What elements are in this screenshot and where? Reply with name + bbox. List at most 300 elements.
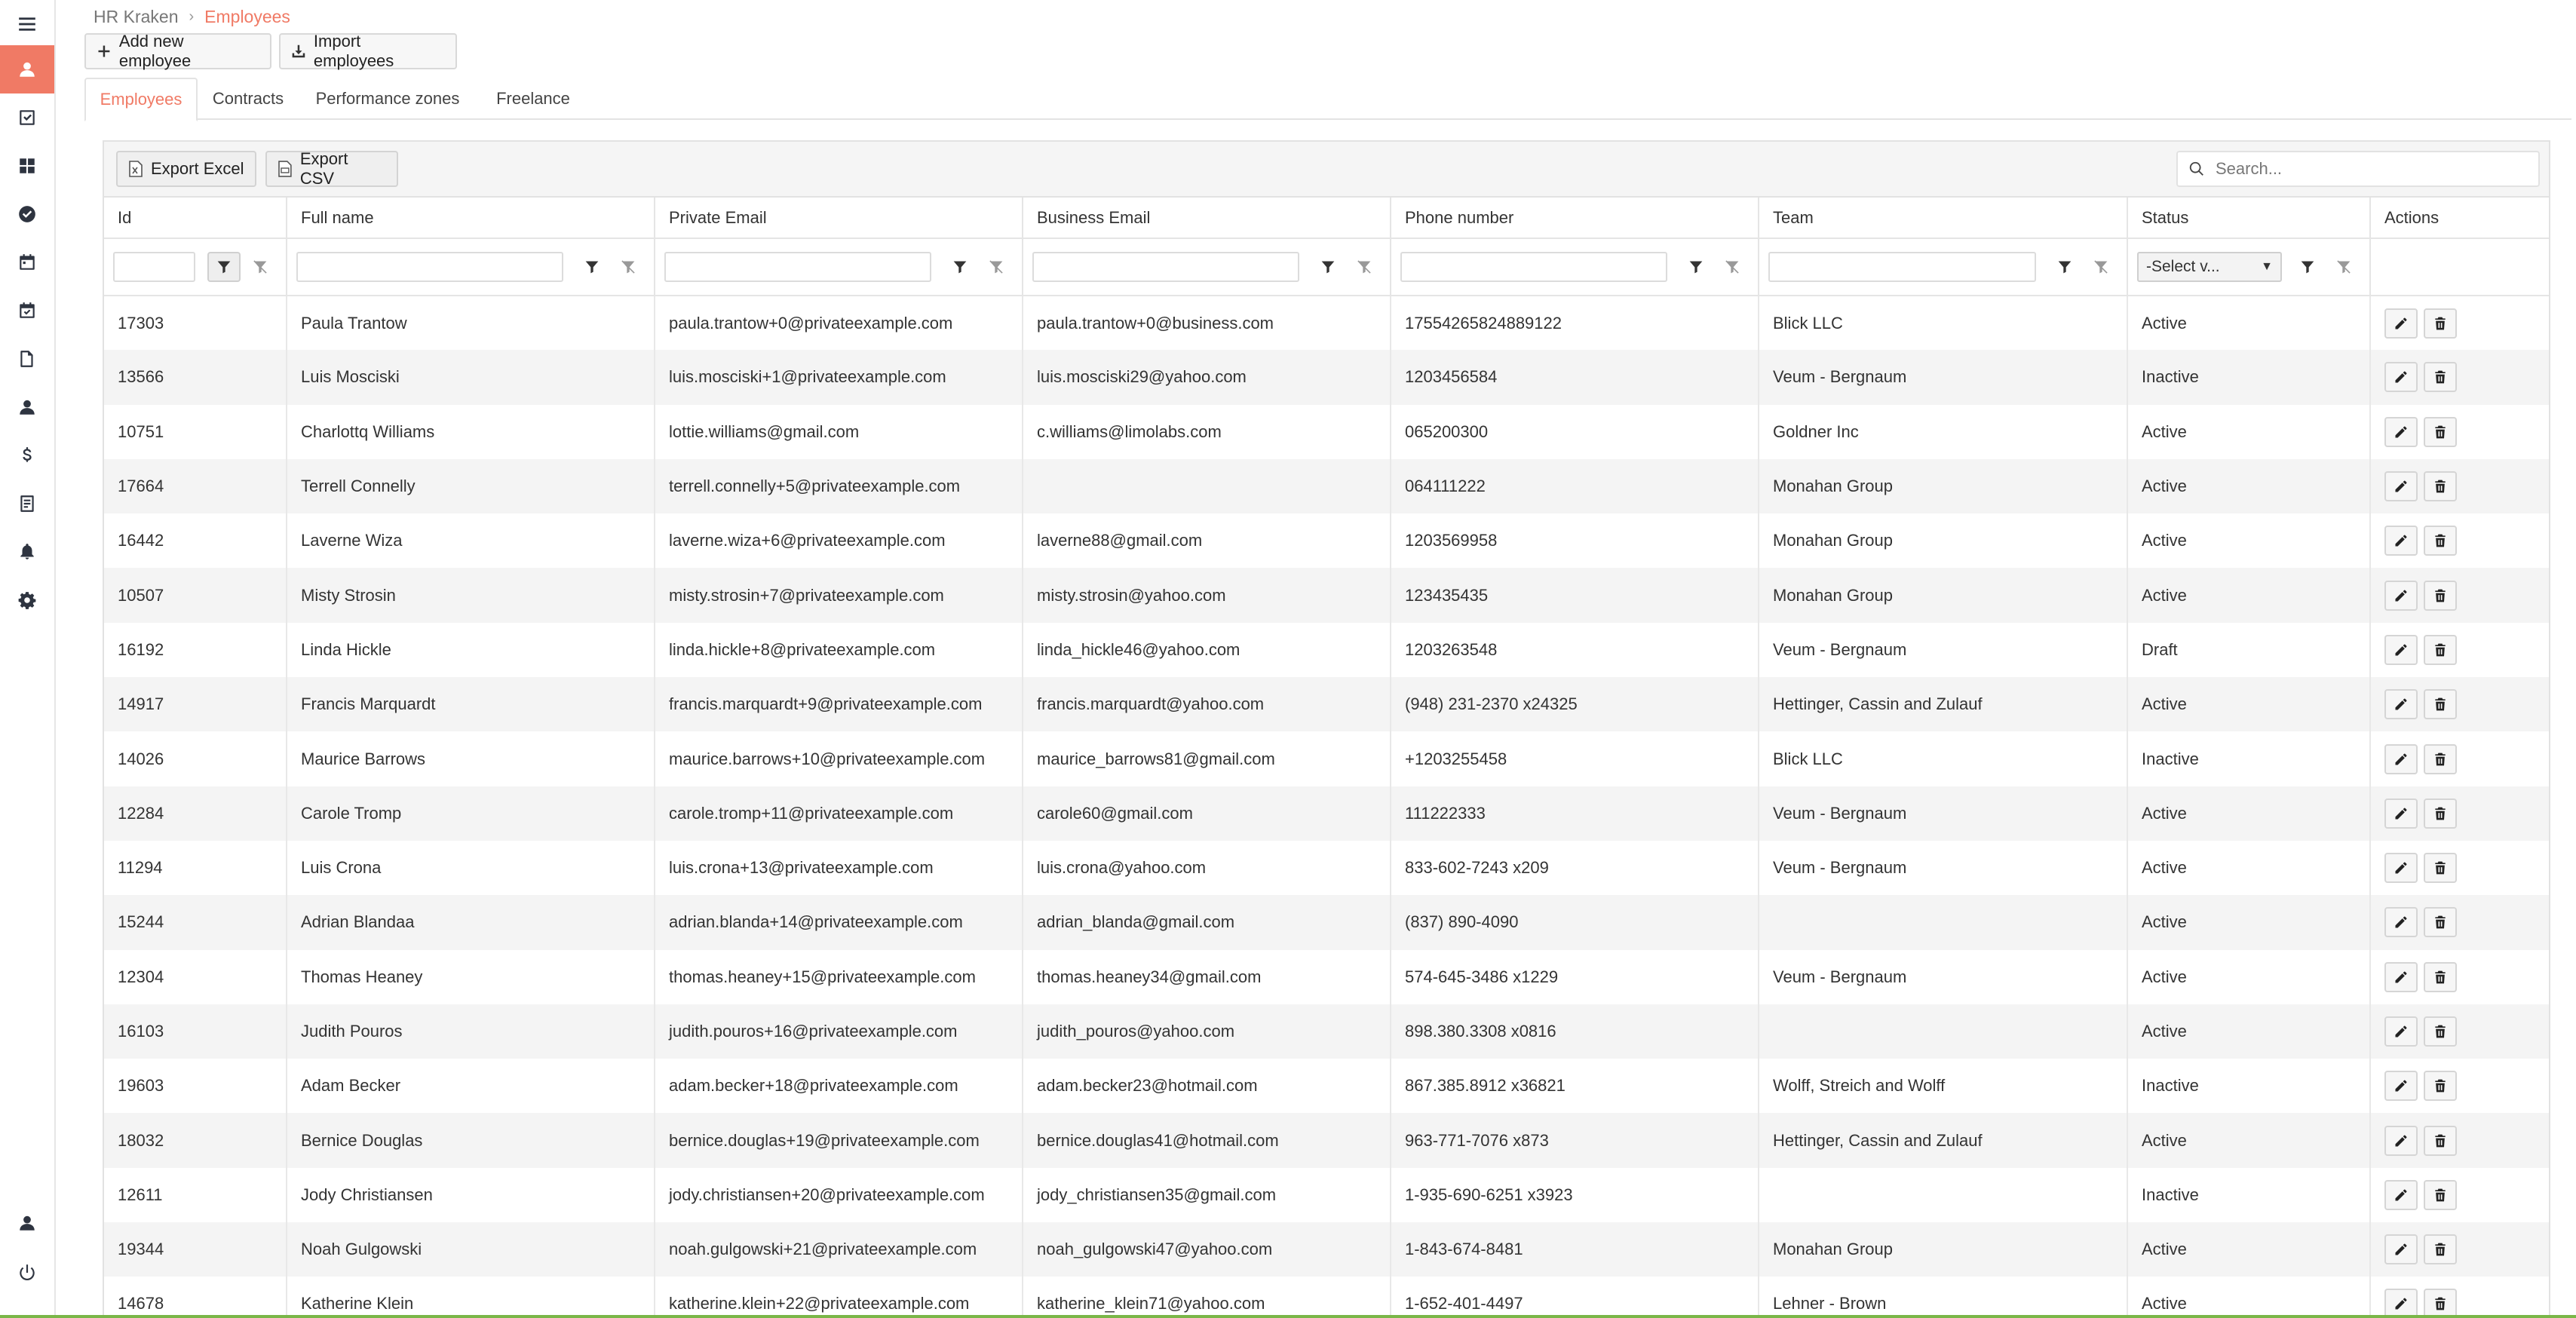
cell-private-email: carole.tromp+11@privateexample.com xyxy=(655,786,1023,841)
edit-button[interactable] xyxy=(2384,526,2418,556)
add-employee-button[interactable] xyxy=(84,33,271,69)
tab-label: Contracts xyxy=(212,89,284,108)
filter-button-status[interactable] xyxy=(2291,252,2324,282)
breadcrumb-current: Employees xyxy=(204,6,290,26)
sidebar-item-employees[interactable] xyxy=(0,45,54,93)
cell-id: 11294 xyxy=(104,841,287,895)
cell-status: Active xyxy=(2127,841,2370,895)
tab-label: Performance zones xyxy=(315,89,460,108)
cell-business-email: luis.mosciski29@yahoo.com xyxy=(1023,350,1391,404)
pencil-icon xyxy=(2394,915,2409,930)
cell-private-email: adrian.blanda+14@privateexample.com xyxy=(655,895,1023,949)
header-row xyxy=(104,198,2550,238)
cell-id: 15244 xyxy=(104,895,287,949)
cell-business-email: laverne88@gmail.com xyxy=(1023,513,1391,568)
excel-file-icon xyxy=(128,161,143,177)
cell-actions xyxy=(2370,1277,2550,1318)
trash-icon xyxy=(2433,425,2448,440)
cell-private-email: luis.crona+13@privateexample.com xyxy=(655,841,1023,895)
clear-filter-button-team[interactable] xyxy=(2084,252,2118,282)
edit-button[interactable] xyxy=(2384,581,2418,611)
edit-button[interactable] xyxy=(2384,635,2418,665)
edit-button[interactable] xyxy=(2384,417,2418,447)
cell-full-name: Francis Marquardt xyxy=(287,677,655,731)
edit-button[interactable] xyxy=(2384,1234,2418,1264)
cell-business-email xyxy=(1023,459,1391,513)
gear-icon xyxy=(17,590,37,610)
trash-icon xyxy=(2433,697,2448,712)
delete-button[interactable] xyxy=(2424,526,2457,556)
clear-filter-button-private-email[interactable] xyxy=(980,252,1013,282)
column-header-status[interactable]: Status xyxy=(2127,198,2370,238)
delete-button[interactable] xyxy=(2424,417,2457,447)
sidebar-item-payroll[interactable] xyxy=(0,431,54,480)
column-header-phone-number[interactable]: Phone number xyxy=(1391,198,1759,238)
filter-input-business-email[interactable] xyxy=(1032,252,1299,282)
filter-clear-icon xyxy=(2093,259,2108,274)
cell-id: 14917 xyxy=(104,677,287,731)
tab-label: Freelance xyxy=(496,89,570,108)
profile-icon xyxy=(17,1213,37,1233)
cell-business-email: maurice_barrows81@gmail.com xyxy=(1023,731,1391,786)
cell-team xyxy=(1759,1168,2127,1222)
cell-status: Active xyxy=(2127,1277,2370,1318)
edit-button[interactable] xyxy=(2384,1289,2418,1318)
hamburger-menu-icon xyxy=(17,14,37,34)
cell-phone-number: 963-771-7076 x873 xyxy=(1391,1113,1759,1167)
tab-performance-zones[interactable] xyxy=(299,78,477,120)
cell-business-email: bernice.douglas41@hotmail.com xyxy=(1023,1113,1391,1167)
edit-button[interactable] xyxy=(2384,744,2418,774)
cell-phone-number: 898.380.3308 x0816 xyxy=(1391,1004,1759,1059)
cell-status: Inactive xyxy=(2127,1059,2370,1113)
edit-button[interactable] xyxy=(2384,1126,2418,1156)
cell-full-name: Bernice Douglas xyxy=(287,1113,655,1167)
trash-icon xyxy=(2433,860,2448,875)
cell-actions xyxy=(2370,459,2550,513)
column-header-team[interactable]: Team xyxy=(1759,198,2127,238)
delete-button[interactable] xyxy=(2424,1071,2457,1101)
cell-business-email: misty.strosin@yahoo.com xyxy=(1023,568,1391,622)
table-row[interactable] xyxy=(104,1222,2550,1277)
cell-actions xyxy=(2370,950,2550,1004)
filter-cell-phone-number xyxy=(1391,238,1759,296)
filter-clear-icon xyxy=(2336,259,2351,274)
cell-full-name: Thomas Heaney xyxy=(287,950,655,1004)
edit-button[interactable] xyxy=(2384,689,2418,719)
cell-status: Active xyxy=(2127,296,2370,350)
csv-file-icon xyxy=(278,161,293,177)
delete-button[interactable] xyxy=(2424,471,2457,501)
delete-button[interactable] xyxy=(2424,798,2457,829)
trash-icon xyxy=(2433,970,2448,985)
filter-input-full-name[interactable] xyxy=(296,252,563,282)
trash-icon xyxy=(2433,1078,2448,1093)
breadcrumb xyxy=(94,5,290,29)
filter-cell-private-email xyxy=(655,238,1023,296)
cell-full-name: Jody Christiansen xyxy=(287,1168,655,1222)
filter-cell-actions xyxy=(2370,238,2550,296)
cell-phone-number: 574-645-3486 x1229 xyxy=(1391,950,1759,1004)
clear-filter-button-id[interactable] xyxy=(244,252,277,282)
filter-button-business-email[interactable] xyxy=(1311,252,1345,282)
column-header-full-name[interactable]: Full name xyxy=(287,198,655,238)
plus-icon xyxy=(97,44,112,59)
sidebar-item-approvals[interactable] xyxy=(0,190,54,238)
cell-status: Inactive xyxy=(2127,731,2370,786)
table-row[interactable] xyxy=(104,731,2550,786)
filter-input-id[interactable] xyxy=(113,252,195,282)
edit-button[interactable] xyxy=(2384,471,2418,501)
edit-button[interactable] xyxy=(2384,1016,2418,1047)
cell-full-name: Luis Crona xyxy=(287,841,655,895)
delete-button[interactable] xyxy=(2424,744,2457,774)
cell-status: Active xyxy=(2127,1004,2370,1059)
cell-status: Active xyxy=(2127,405,2370,459)
tab-label: Employees xyxy=(100,90,182,109)
edit-button[interactable] xyxy=(2384,798,2418,829)
sidebar-item-notifications[interactable] xyxy=(0,528,54,576)
cell-actions xyxy=(2370,1004,2550,1059)
column-header-id[interactable]: Id xyxy=(104,198,287,238)
clear-filter-button-status[interactable] xyxy=(2327,252,2360,282)
filter-cell-team xyxy=(1759,238,2127,296)
table-row[interactable] xyxy=(104,1059,2550,1113)
edit-button[interactable] xyxy=(2384,1071,2418,1101)
filter-icon xyxy=(584,259,600,274)
trash-icon xyxy=(2433,1242,2448,1257)
cell-actions xyxy=(2370,350,2550,404)
cell-team: Veum - Bergnaum xyxy=(1759,350,2127,404)
cell-actions xyxy=(2370,1059,2550,1113)
checkbox-icon xyxy=(17,108,37,127)
cell-team: Monahan Group xyxy=(1759,568,2127,622)
cell-full-name: Adam Becker xyxy=(287,1059,655,1113)
filter-icon xyxy=(216,259,232,274)
search-input[interactable] xyxy=(2216,159,2517,179)
cell-team: Lehner - Brown xyxy=(1759,1277,2127,1318)
table-row[interactable] xyxy=(104,623,2550,677)
cell-team: Veum - Bergnaum xyxy=(1759,623,2127,677)
cell-private-email: thomas.heaney+15@privateexample.com xyxy=(655,950,1023,1004)
trash-icon xyxy=(2433,1188,2448,1203)
cell-team xyxy=(1759,895,2127,949)
search-icon xyxy=(2188,161,2205,177)
sidebar-item-dashboard[interactable] xyxy=(0,142,54,190)
trash-icon xyxy=(2433,806,2448,821)
sidebar-item-tasks[interactable] xyxy=(0,93,54,142)
edit-button[interactable] xyxy=(2384,362,2418,392)
cell-business-email: adam.becker23@hotmail.com xyxy=(1023,1059,1391,1113)
import-employees-button[interactable] xyxy=(279,33,457,69)
cell-phone-number: 123435435 xyxy=(1391,568,1759,622)
cell-full-name: Terrell Connelly xyxy=(287,459,655,513)
cell-business-email: francis.marquardt@yahoo.com xyxy=(1023,677,1391,731)
cell-actions xyxy=(2370,677,2550,731)
cell-full-name: Adrian Blandaa xyxy=(287,895,655,949)
cell-id: 16442 xyxy=(104,513,287,568)
filter-button-team[interactable] xyxy=(2048,252,2081,282)
cell-team xyxy=(1759,1004,2127,1059)
table-row[interactable] xyxy=(104,568,2550,622)
table-row[interactable] xyxy=(104,405,2550,459)
cell-phone-number: 065200300 xyxy=(1391,405,1759,459)
cell-private-email: luis.mosciski+1@privateexample.com xyxy=(655,350,1023,404)
cell-private-email: bernice.douglas+19@privateexample.com xyxy=(655,1113,1023,1167)
table-row[interactable] xyxy=(104,513,2550,568)
edit-button[interactable] xyxy=(2384,308,2418,339)
table-row[interactable] xyxy=(104,1277,2550,1318)
pencil-icon xyxy=(2394,1133,2409,1148)
sidebar-item-settings[interactable] xyxy=(0,576,54,624)
table-row[interactable] xyxy=(104,895,2550,949)
sidebar-item-profile[interactable] xyxy=(0,1199,54,1247)
pencil-icon xyxy=(2394,1024,2409,1039)
calendar-check-icon xyxy=(17,301,37,320)
table-body xyxy=(104,296,2550,1318)
filter-button-private-email[interactable] xyxy=(943,252,977,282)
edit-button[interactable] xyxy=(2384,962,2418,992)
delete-button[interactable] xyxy=(2424,581,2457,611)
sidebar xyxy=(0,0,56,1318)
filter-clear-icon xyxy=(1725,259,1740,274)
cell-phone-number: 867.385.8912 x36821 xyxy=(1391,1059,1759,1113)
cell-status: Active xyxy=(2127,568,2370,622)
filter-cell-status xyxy=(2127,238,2370,296)
cell-phone-number: 1-935-690-6251 x3923 xyxy=(1391,1168,1759,1222)
cell-phone-number: +1203255458 xyxy=(1391,731,1759,786)
cell-id: 10507 xyxy=(104,568,287,622)
column-header-private-email[interactable]: Private Email xyxy=(655,198,1023,238)
cell-private-email: adam.becker+18@privateexample.com xyxy=(655,1059,1023,1113)
cell-business-email: judith_pouros@yahoo.com xyxy=(1023,1004,1391,1059)
cell-actions xyxy=(2370,895,2550,949)
delete-button[interactable] xyxy=(2424,1180,2457,1210)
delete-button[interactable] xyxy=(2424,962,2457,992)
filter-clear-icon xyxy=(253,259,268,274)
cell-phone-number: 1203456584 xyxy=(1391,350,1759,404)
cell-private-email: terrell.connelly+5@privateexample.com xyxy=(655,459,1023,513)
cell-team: Monahan Group xyxy=(1759,459,2127,513)
cell-actions xyxy=(2370,568,2550,622)
cell-business-email: thomas.heaney34@gmail.com xyxy=(1023,950,1391,1004)
sidebar-item-schedule[interactable] xyxy=(0,287,54,335)
cell-phone-number: 064111222 xyxy=(1391,459,1759,513)
cell-id: 10751 xyxy=(104,405,287,459)
cell-full-name: Linda Hickle xyxy=(287,623,655,677)
trash-icon xyxy=(2433,1024,2448,1039)
clear-filter-button-business-email[interactable] xyxy=(1348,252,1381,282)
cell-id: 18032 xyxy=(104,1113,287,1167)
pencil-icon xyxy=(2394,425,2409,440)
cell-team: Veum - Bergnaum xyxy=(1759,950,2127,1004)
table-row[interactable] xyxy=(104,841,2550,895)
cell-id: 13566 xyxy=(104,350,287,404)
status-filter-select[interactable] xyxy=(2137,252,2282,282)
delete-button[interactable] xyxy=(2424,308,2457,339)
pencil-icon xyxy=(2394,588,2409,603)
sidebar-item-people[interactable] xyxy=(0,383,54,431)
delete-button[interactable] xyxy=(2424,635,2457,665)
sidebar-item-documents[interactable] xyxy=(0,335,54,383)
cell-status: Inactive xyxy=(2127,1168,2370,1222)
cell-id: 17303 xyxy=(104,296,287,350)
pencil-icon xyxy=(2394,860,2409,875)
cell-status: Draft xyxy=(2127,623,2370,677)
pencil-icon xyxy=(2394,1188,2409,1203)
cell-private-email: lottie.williams@gmail.com xyxy=(655,405,1023,459)
column-header-actions: Actions xyxy=(2370,198,2550,238)
table-row[interactable] xyxy=(104,1113,2550,1167)
table-row[interactable] xyxy=(104,786,2550,841)
filter-icon xyxy=(952,259,968,274)
filter-icon xyxy=(2300,259,2315,274)
cell-id: 17664 xyxy=(104,459,287,513)
cell-id: 14026 xyxy=(104,731,287,786)
cell-business-email: katherine_klein71@yahoo.com xyxy=(1023,1277,1391,1318)
cell-actions xyxy=(2370,1113,2550,1167)
sidebar-item-reports[interactable] xyxy=(0,480,54,528)
cell-business-email: luis.crona@yahoo.com xyxy=(1023,841,1391,895)
cell-actions xyxy=(2370,513,2550,568)
pencil-icon xyxy=(2394,479,2409,494)
bottom-accent-line xyxy=(0,1315,2576,1318)
pencil-icon xyxy=(2394,752,2409,767)
cell-team: Hettinger, Cassin and Zulauf xyxy=(1759,1113,2127,1167)
cell-full-name: Carole Tromp xyxy=(287,786,655,841)
pencil-icon xyxy=(2394,697,2409,712)
cell-id: 16192 xyxy=(104,623,287,677)
cell-actions xyxy=(2370,296,2550,350)
delete-button[interactable] xyxy=(2424,1126,2457,1156)
delete-button[interactable] xyxy=(2424,1289,2457,1318)
cell-team: Wolff, Streich and Wolff xyxy=(1759,1059,2127,1113)
cell-id: 12611 xyxy=(104,1168,287,1222)
cell-status: Active xyxy=(2127,1113,2370,1167)
sidebar-item-logout[interactable] xyxy=(0,1249,54,1297)
delete-button[interactable] xyxy=(2424,907,2457,937)
pencil-icon xyxy=(2394,1078,2409,1093)
clear-filter-button-full-name[interactable] xyxy=(612,252,645,282)
export-csv-button[interactable] xyxy=(265,151,398,187)
delete-button[interactable] xyxy=(2424,1016,2457,1047)
bell-icon xyxy=(17,542,37,562)
filter-button-id[interactable] xyxy=(207,252,241,282)
cell-full-name: Luis Mosciski xyxy=(287,350,655,404)
filter-icon xyxy=(1320,259,1336,274)
table-row[interactable] xyxy=(104,459,2550,513)
cell-private-email: laverne.wiza+6@privateexample.com xyxy=(655,513,1023,568)
cell-phone-number: 111222333 xyxy=(1391,786,1759,841)
export-excel-button[interactable] xyxy=(116,151,256,187)
cell-actions xyxy=(2370,623,2550,677)
sidebar-item-calendar[interactable] xyxy=(0,238,54,287)
person-icon xyxy=(17,397,37,417)
search-box xyxy=(2176,151,2540,187)
tab-bar xyxy=(84,78,2571,120)
delete-button[interactable] xyxy=(2424,1234,2457,1264)
tab-freelance[interactable] xyxy=(477,78,590,120)
filter-button-phone-number[interactable] xyxy=(1679,252,1713,282)
cell-team: Veum - Bergnaum xyxy=(1759,841,2127,895)
cell-team: Blick LLC xyxy=(1759,731,2127,786)
cell-private-email: linda.hickle+8@privateexample.com xyxy=(655,623,1023,677)
filter-icon xyxy=(2057,259,2072,274)
table-row[interactable] xyxy=(104,1004,2550,1059)
delete-button[interactable] xyxy=(2424,689,2457,719)
pencil-icon xyxy=(2394,369,2409,385)
edit-button[interactable] xyxy=(2384,907,2418,937)
trash-icon xyxy=(2433,369,2448,385)
filter-icon xyxy=(1688,259,1704,274)
pencil-icon xyxy=(2394,316,2409,331)
cell-actions xyxy=(2370,841,2550,895)
cell-team: Monahan Group xyxy=(1759,513,2127,568)
filter-button-full-name[interactable] xyxy=(575,252,609,282)
add-employee-label: Add new employee xyxy=(118,32,192,70)
breadcrumb-separator: › xyxy=(189,8,195,25)
cell-id: 12304 xyxy=(104,950,287,1004)
table-row[interactable] xyxy=(104,296,2550,350)
cell-status: Active xyxy=(2127,950,2370,1004)
cell-actions xyxy=(2370,1222,2550,1277)
cell-status: Inactive xyxy=(2127,350,2370,404)
cell-phone-number: (948) 231-2370 x24325 xyxy=(1391,677,1759,731)
trash-icon xyxy=(2433,533,2448,548)
cell-full-name: Noah Gulgowski xyxy=(287,1222,655,1277)
delete-button[interactable] xyxy=(2424,362,2457,392)
table-row[interactable] xyxy=(104,350,2550,404)
menu-toggle-button[interactable] xyxy=(0,0,54,48)
filter-row xyxy=(104,238,2550,296)
cell-business-email: linda_hickle46@yahoo.com xyxy=(1023,623,1391,677)
tab-employees[interactable] xyxy=(84,78,198,121)
pencil-icon xyxy=(2394,1296,2409,1311)
edit-button[interactable] xyxy=(2384,853,2418,883)
tab-contracts[interactable] xyxy=(198,78,299,120)
column-header-business-email[interactable]: Business Email xyxy=(1023,198,1391,238)
edit-button[interactable] xyxy=(2384,1180,2418,1210)
export-excel-label: Export Excel xyxy=(151,159,244,178)
breadcrumb-root[interactable]: HR Kraken xyxy=(94,6,179,26)
cell-phone-number: 1-652-401-4497 xyxy=(1391,1277,1759,1318)
trash-icon xyxy=(2433,588,2448,603)
import-employees-label: Import employees xyxy=(313,32,394,70)
trash-icon xyxy=(2433,1296,2448,1311)
delete-button[interactable] xyxy=(2424,853,2457,883)
power-icon xyxy=(17,1263,37,1283)
clear-filter-button-phone-number[interactable] xyxy=(1716,252,1749,282)
filter-clear-icon xyxy=(621,259,636,274)
pencil-icon xyxy=(2394,533,2409,548)
cell-phone-number: 17554265824889122 xyxy=(1391,296,1759,350)
table-row[interactable] xyxy=(104,1168,2550,1222)
pencil-icon xyxy=(2394,1242,2409,1257)
filter-input-team[interactable] xyxy=(1768,252,2036,282)
trash-icon xyxy=(2433,915,2448,930)
filter-input-private-email[interactable] xyxy=(664,252,931,282)
download-icon xyxy=(291,44,306,59)
filter-input-phone-number[interactable] xyxy=(1400,252,1667,282)
table-row[interactable] xyxy=(104,950,2550,1004)
cell-full-name: Charlottq Williams xyxy=(287,405,655,459)
cell-status: Active xyxy=(2127,786,2370,841)
export-csv-label: Export CSV xyxy=(299,149,348,188)
cell-full-name: Laverne Wiza xyxy=(287,513,655,568)
employees-table xyxy=(104,198,2550,1318)
cell-id: 16103 xyxy=(104,1004,287,1059)
table-row[interactable] xyxy=(104,677,2550,731)
